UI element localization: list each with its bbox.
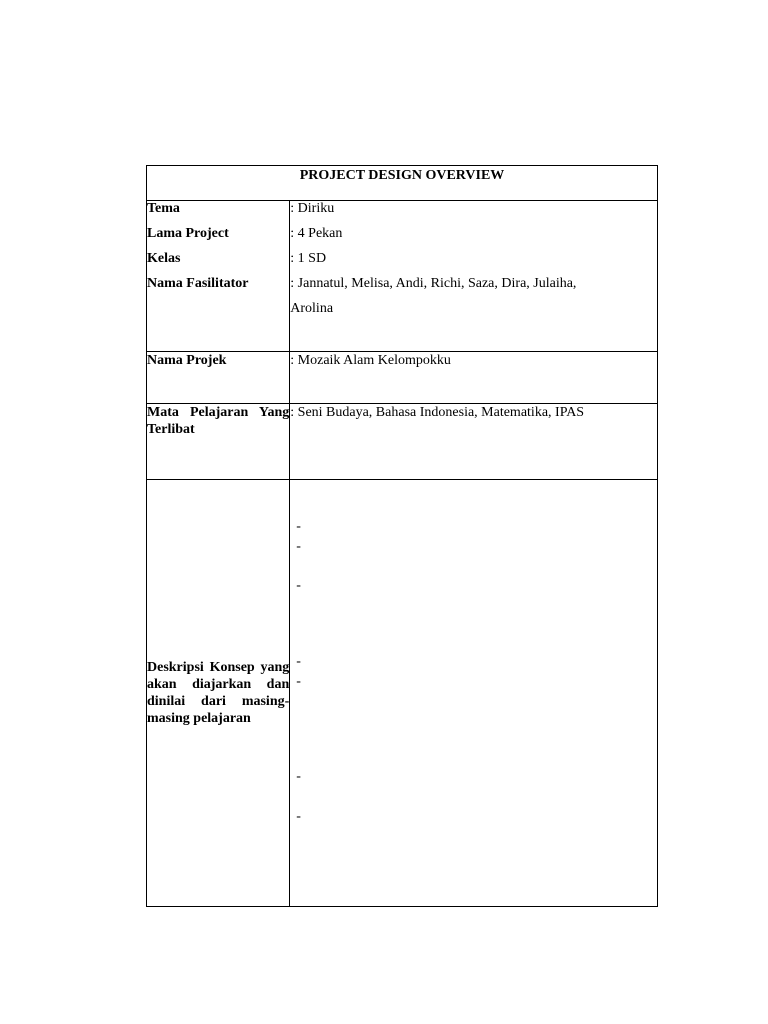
label-lama-project: Lama Project: [147, 226, 229, 241]
deskripsi-item: -: [296, 674, 301, 689]
deskripsi-item: -: [296, 654, 301, 669]
value-nama-fasilitator-cont: Arolina: [290, 301, 334, 316]
label-tema: Tema: [147, 201, 180, 216]
project-design-table: [146, 165, 658, 907]
deskripsi-item: -: [296, 578, 301, 593]
deskripsi-row: [147, 480, 658, 907]
label-nama-projek: Nama Projek: [147, 352, 290, 404]
value-tema: : Diriku: [290, 201, 335, 216]
info-row: [147, 201, 658, 352]
deskripsi-item: -: [296, 809, 301, 824]
deskripsi-item: -: [296, 769, 301, 784]
label-kelas: Kelas: [147, 251, 181, 266]
value-nama-projek: : Mozaik Alam Kelompokku: [290, 352, 658, 404]
mapel-row: [147, 404, 658, 480]
info-labels: [147, 201, 290, 352]
value-lama-project: : 4 Pekan: [290, 226, 343, 241]
projek-row: [147, 352, 658, 404]
value-mata-pelajaran: : Seni Budaya, Bahasa Indonesia, Matematika, IPAS: [290, 404, 658, 480]
label-deskripsi-konsep: Deskripsi Konsep yang akan diajarkan dan dinilai dari masing-masing pelajaran: [147, 480, 290, 907]
label-mata-pelajaran: Mata Pelajaran Yang Terlibat: [147, 404, 290, 480]
deskripsi-item: -: [296, 539, 301, 554]
table-title: PROJECT DESIGN OVERVIEW: [147, 166, 658, 201]
label-nama-fasilitator: Nama Fasilitator: [147, 276, 249, 291]
info-values: [290, 201, 658, 352]
value-nama-fasilitator: : Jannatul, Melisa, Andi, Richi, Saza, Dira, Julaiha,: [290, 276, 577, 291]
deskripsi-item: -: [296, 519, 301, 534]
deskripsi-values: [290, 480, 658, 907]
title-row: [147, 166, 658, 201]
value-kelas: : 1 SD: [290, 251, 327, 266]
